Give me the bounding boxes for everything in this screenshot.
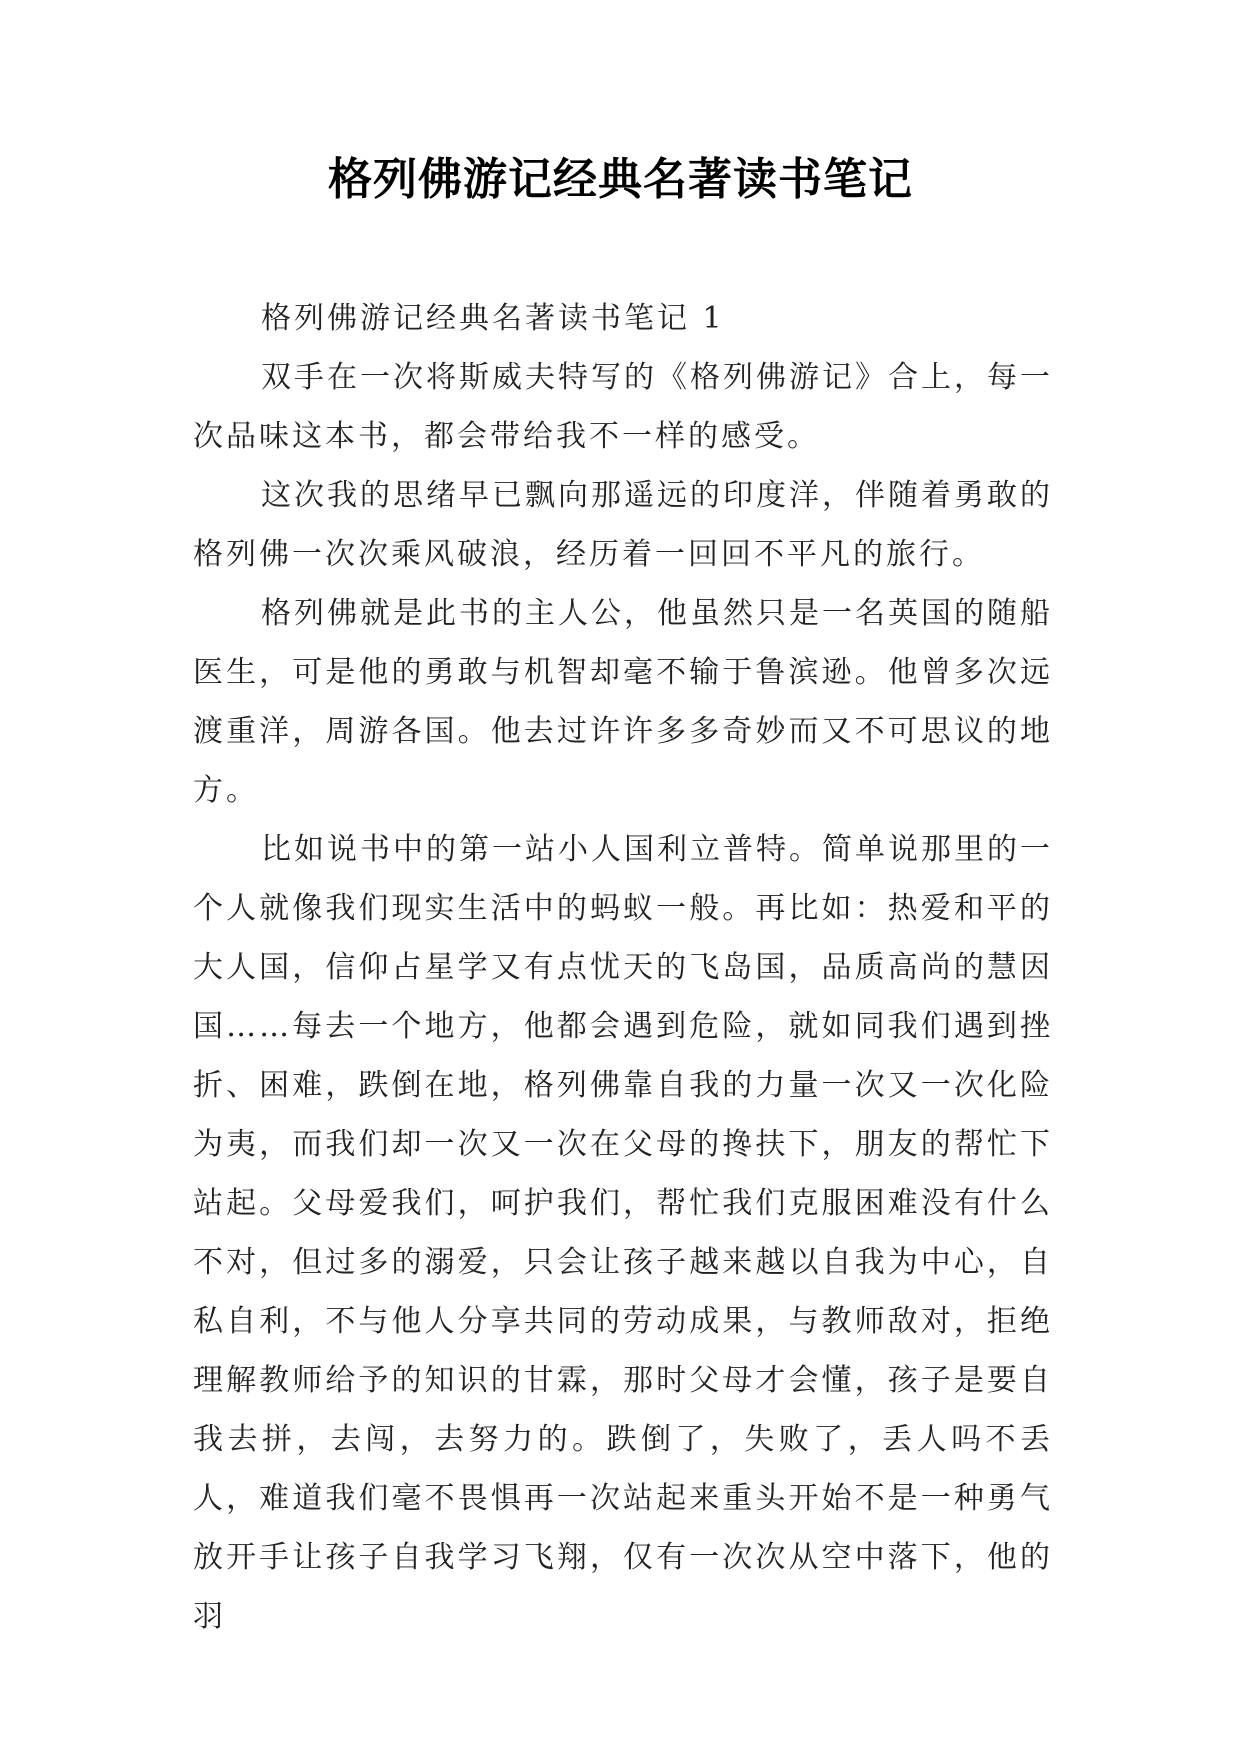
document-body <box>193 289 1053 1646</box>
paragraph: 双手在一次将斯威夫特写的《格列佛游记》合上，每一次品味这本书，都会带给我不一样的感受。 <box>193 360 1053 454</box>
document-title: 格列佛游记经典名著读书笔记 <box>328 154 913 205</box>
paragraph: 这次我的思绪早已飘向那遥远的印度洋，伴随着勇敢的格列佛一次次乘风破浪，经历着一回回不平凡的旅行。 <box>193 478 1053 572</box>
paragraph: 比如说书中的第一站小人国利立普特。简单说那里的一个人就像我们现实生活中的蚂蚁一般。再比如：热爱和平的大人国，信仰占星学又有点忧天的飞岛国，品质高尚的慧因国……每去一个地方，他都会遇到危险，就如同我们遇到挫折、困难，跌倒在地，格列佛靠自我的力量一次又一次化险为夷，而我们却一次又一次在父母的搀扶下，朋友的帮忙下站起。父母爱我们，呵护我们，帮忙我们克服困难没有什么不对，但过多的溺爱，只会让孩子越来越以自我为中心，自私自利，不与他人分享共同的劳动成果，与教师敌对，拒绝理解教师给予的知识的甘霖，那时父母才会懂，孩子是要自我去拼，去闯，去努力的。跌倒了，失败了，丢人吗不丢人，难道我们毫不畏惧再一次站起来重头开始不是一种勇气放开手让孩子自我学习飞翔，仅有一次次从空中落下，他的羽 <box>193 832 1053 1634</box>
section-heading: 格列佛游记经典名著读书笔记 1 <box>261 301 725 336</box>
paragraph: 格列佛就是此书的主人公，他虽然只是一名英国的随船医生，可是他的勇敢与机智却毫不输于鲁滨逊。他曾多次远渡重洋，周游各国。他去过许许多多奇妙而又不可思议的地方。 <box>193 596 1053 808</box>
